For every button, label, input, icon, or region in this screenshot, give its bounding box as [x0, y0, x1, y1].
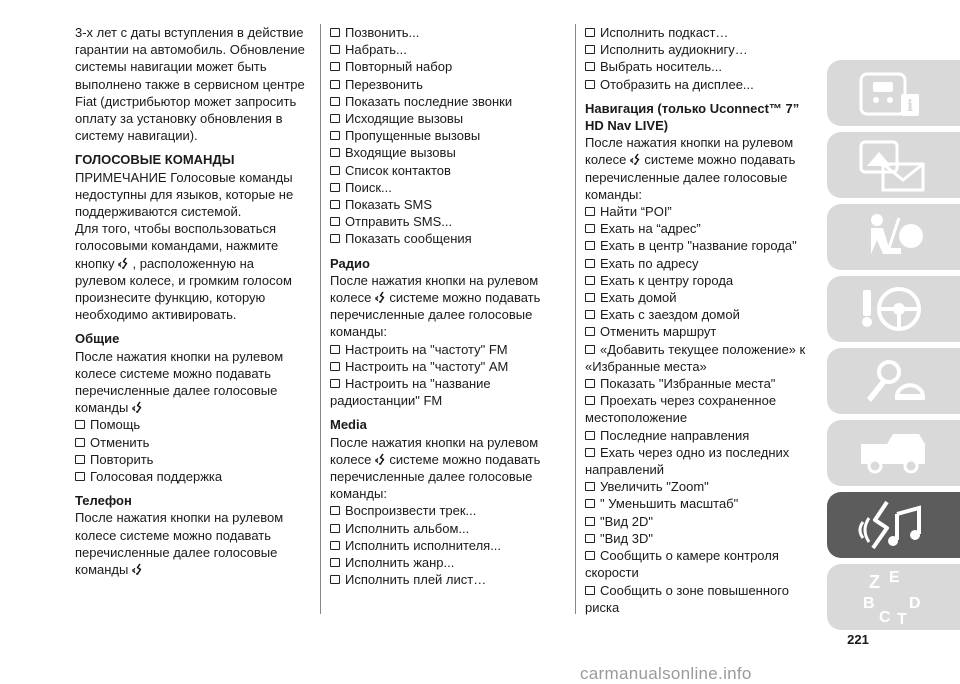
list-item-text: Воспроизвести трек... [345, 503, 477, 519]
list-item [585, 323, 820, 340]
text-fragment: колесе [330, 290, 372, 306]
checkbox-icon [585, 310, 595, 319]
list-item-text: Ехать через одно из последних [600, 444, 790, 460]
checkbox-icon [585, 482, 595, 491]
list-item-text: Ехать в центр "название города" [600, 238, 797, 254]
section-tabs [827, 60, 960, 636]
voice-command-icon [131, 401, 143, 414]
list-item-text: Ехать по адресу [600, 255, 699, 271]
list-item [330, 41, 565, 58]
list-item [330, 179, 565, 196]
note-line: поддерживаются системой. [75, 204, 242, 220]
text-fragment: системе можно подавать [389, 451, 541, 467]
list-item [585, 375, 820, 392]
checkbox-icon [330, 62, 340, 71]
list-item [330, 144, 565, 161]
checkbox-icon [585, 293, 595, 302]
list-item-text: Список контактов [345, 162, 451, 178]
column-3 [585, 24, 820, 616]
phone-line: После нажатия кнопки на рулевом [75, 510, 284, 526]
checkbox-icon [330, 97, 340, 106]
radio-line: перечисленные далее голосовые [330, 307, 533, 323]
media-line: После нажатия кнопки на рулевом [330, 434, 539, 450]
list-item [585, 427, 820, 444]
checkbox-icon [330, 166, 340, 175]
list-item [585, 478, 820, 495]
intro-line: оплату за установку обновления в [75, 111, 283, 127]
list-item-text: Ехать домой [600, 290, 677, 306]
list-item-text: " Уменьшить масштаб" [600, 496, 739, 512]
column-1 [75, 24, 307, 578]
checkbox-icon [330, 541, 340, 550]
list-item-continuation: риска [585, 599, 620, 615]
nav-line [585, 151, 820, 168]
list-item-text: Настроить на "название [345, 376, 491, 392]
general-line: После нажатия кнопки на рулевом [75, 348, 284, 364]
checkbox-icon [330, 131, 340, 140]
list-item-text: Набрать... [345, 42, 407, 58]
checkbox-icon [585, 80, 595, 89]
checkbox-icon [585, 534, 595, 543]
list-item-continuation: «Избранные места» [585, 358, 707, 374]
list-item [585, 272, 820, 289]
list-item [585, 495, 820, 512]
text-fragment: кнопку [75, 255, 115, 271]
list-item [330, 24, 565, 41]
voice-command-icon [374, 291, 386, 304]
list-item-text: Исполнить исполнителя... [345, 537, 502, 553]
checkbox-icon [585, 586, 595, 595]
list-item-text: Проехать через сохраненное [600, 393, 777, 409]
checkbox-icon [330, 28, 340, 37]
text-fragment: команды [75, 400, 129, 416]
phone-heading: Телефон [75, 493, 132, 509]
list-item-text: Ехать с заездом домой [600, 307, 740, 323]
column-divider [575, 24, 576, 614]
list-item [585, 392, 820, 409]
column-divider [320, 24, 321, 614]
radio-line: После нажатия кнопки на рулевом [330, 272, 539, 288]
list-item [585, 220, 820, 237]
list-item-text: Исполнить подкаст… [600, 25, 729, 40]
tab-safety[interactable] [827, 204, 960, 270]
list-item [585, 444, 820, 461]
svg-text:C: C [879, 609, 891, 626]
phone-line [75, 561, 307, 578]
intro-line: систему навигации). [75, 128, 198, 144]
checkbox-icon [585, 551, 595, 560]
list-item [330, 375, 565, 392]
tab-index[interactable] [827, 564, 960, 630]
voice-command-icon [629, 153, 641, 166]
start-drive-icon [827, 276, 960, 342]
checkbox-icon [585, 396, 595, 405]
list-item [585, 289, 820, 306]
checkbox-icon [330, 345, 340, 354]
voice-command-icon [131, 563, 143, 576]
checkbox-icon [585, 517, 595, 526]
voice-command-icon [117, 257, 129, 270]
checkbox-icon [585, 327, 595, 336]
emergency-icon [827, 348, 960, 414]
navigation-heading-cont: HD Nav LIVE) [585, 118, 669, 134]
svg-text:i: i [906, 96, 914, 115]
list-item-text: Исполнить аудиокнигу… [600, 42, 748, 58]
list-item-text: Отменить [90, 434, 150, 450]
list-item-text: Отправить SMS... [345, 214, 453, 230]
radio-line: команды: [330, 324, 387, 340]
checkbox-icon [330, 114, 340, 123]
note-line: голосовыми командами, нажмите [75, 238, 279, 254]
checkbox-icon [585, 241, 595, 250]
general-line: колесе системе можно подавать [75, 365, 271, 381]
list-item [330, 537, 565, 554]
tab-emergency[interactable] [827, 348, 960, 414]
svg-text:D: D [909, 595, 921, 612]
list-item [585, 58, 820, 75]
checkbox-icon [585, 379, 595, 388]
list-item-text: Голосовая поддержка [90, 469, 223, 485]
voice-commands-heading: ГОЛОСОВЫЕ КОМАНДЫ [75, 152, 235, 168]
text-fragment: , расположенную на [132, 255, 255, 271]
phone-line: перечисленные далее голосовые [75, 544, 278, 560]
note-line: недоступны для языков, которые не [75, 186, 294, 202]
list-item [330, 110, 565, 127]
warning-lights-icon [827, 132, 960, 198]
media-line: перечисленные далее голосовые [330, 469, 533, 485]
radio-line [330, 289, 565, 306]
text-fragment: колесе [585, 152, 627, 168]
checkbox-icon [330, 234, 340, 243]
svg-text:T: T [897, 611, 907, 628]
general-line: перечисленные далее голосовые [75, 383, 278, 399]
list-item-text: "Вид 2D" [600, 513, 653, 529]
checkbox-icon [75, 420, 85, 429]
checkbox-icon [330, 148, 340, 157]
list-item-text: Настроить на "частоту" FM [345, 341, 508, 357]
list-item-text: Показать последние звонки [345, 93, 513, 109]
checkbox-icon [75, 455, 85, 464]
checkbox-icon [330, 524, 340, 533]
list-item [330, 502, 565, 519]
list-item [585, 530, 820, 547]
checkbox-icon [330, 183, 340, 192]
list-item [330, 127, 565, 144]
list-item [585, 76, 820, 93]
list-item [330, 341, 565, 358]
checkbox-icon [330, 217, 340, 226]
intro-line: 3-х лет с даты вступления в действие [75, 25, 304, 40]
list-item-text: Исполнить жанр... [345, 555, 455, 571]
text-fragment: колесе [330, 451, 372, 467]
list-item [330, 520, 565, 537]
list-item [75, 451, 307, 468]
list-item-text: Последние направления [600, 427, 750, 443]
media-line: команды: [330, 486, 387, 502]
list-item-continuation: направлений [585, 462, 665, 478]
checkbox-icon [585, 62, 595, 71]
list-item-text: Повторный набор [345, 59, 453, 75]
multimedia-icon [827, 492, 960, 558]
list-item [585, 237, 820, 254]
list-item [585, 24, 820, 41]
list-item-text: Ехать к центру города [600, 272, 734, 288]
list-item [330, 58, 565, 75]
list-item [330, 76, 565, 93]
checkbox-icon [330, 379, 340, 388]
navigation-heading: Навигация (только Uconnect™ 7” [585, 100, 800, 116]
list-item-text: Отменить маршрут [600, 324, 717, 340]
note-line: ПРИМЕЧАНИЕ Голосовые команды [75, 169, 293, 185]
list-item-text: Входящие вызовы [345, 145, 456, 161]
checkbox-icon [585, 45, 595, 54]
checkbox-icon [585, 499, 595, 508]
list-item-text: Отобразить на дисплее... [600, 76, 754, 92]
list-item-text: Увеличить "Zoom" [600, 479, 709, 495]
checkbox-icon [585, 276, 595, 285]
phone-line: колесе системе можно подавать [75, 527, 271, 543]
list-item-text: "Вид 3D" [600, 530, 653, 546]
page-number: 221 [847, 632, 869, 647]
list-item [330, 162, 565, 179]
list-item-text: Найти “POI” [600, 204, 672, 220]
tab-start-drive[interactable] [827, 276, 960, 342]
checkbox-icon [75, 472, 85, 481]
checkbox-icon [330, 558, 340, 567]
list-item-text: Позвонить... [345, 25, 420, 40]
column-2 [330, 24, 565, 589]
list-item [75, 468, 307, 485]
list-item-text: Исходящие вызовы [345, 111, 464, 127]
list-item-text: Сообщить о камере контроля [600, 548, 779, 564]
list-item [585, 255, 820, 272]
checkbox-icon [75, 438, 85, 447]
list-item [330, 93, 565, 110]
list-item-text: Пропущенные вызовы [345, 128, 481, 144]
intro-line: Fiat (дистрибьютор может запросить [75, 93, 297, 109]
intro-line: системы навигации может быть [75, 59, 267, 75]
index-icon [827, 564, 960, 630]
list-item [585, 306, 820, 323]
svg-text:Z: Z [869, 572, 880, 592]
text-fragment: команды [75, 562, 129, 578]
safety-icon [827, 204, 960, 270]
list-item-continuation: радиостанции" FM [330, 393, 443, 409]
intro-line: выполнено также в сервисном центре [75, 76, 305, 92]
nav-line: команды: [585, 186, 642, 202]
list-item-text: Повторить [90, 451, 154, 467]
checkbox-icon [330, 45, 340, 54]
list-item [75, 434, 307, 451]
checkbox-icon [330, 506, 340, 515]
list-item [585, 547, 820, 564]
list-item-text: Настроить на "частоту" AM [345, 358, 509, 374]
checkbox-icon [585, 28, 595, 37]
tab-warning-lights[interactable] [827, 132, 960, 198]
list-item [585, 582, 820, 599]
checkbox-icon [585, 431, 595, 440]
list-item-text: Ехать на “адрес” [600, 221, 701, 237]
tab-maintenance[interactable] [827, 420, 960, 486]
list-item-text: Исполнить плей лист… [345, 572, 487, 588]
text-fragment: системе можно подавать [644, 152, 796, 168]
list-item [585, 41, 820, 58]
tab-multimedia[interactable] [827, 492, 960, 558]
list-item-text: Сообщить о зоне повышенного [600, 582, 789, 598]
checkbox-icon [585, 448, 595, 457]
general-line [75, 399, 307, 416]
checkbox-icon [330, 575, 340, 584]
car-info-icon [827, 60, 960, 126]
list-item-text: Показать SMS [345, 197, 433, 213]
list-item [330, 196, 565, 213]
media-line [330, 451, 565, 468]
note-line: рулевом колесе, и громким голосом [75, 272, 292, 288]
list-item [330, 230, 565, 247]
svg-text:B: B [863, 595, 875, 612]
list-item-text: Исполнить альбом... [345, 520, 470, 536]
list-item [330, 571, 565, 588]
media-heading: Media [330, 417, 367, 433]
intro-line: гарантии на автомобиль. Обновление [75, 42, 305, 58]
list-item [585, 513, 820, 530]
checkbox-icon [585, 259, 595, 268]
watermark: carmanualsonline.info [580, 664, 752, 683]
checkbox-icon [330, 362, 340, 371]
checkbox-icon [585, 207, 595, 216]
list-item [330, 213, 565, 230]
list-item [585, 203, 820, 220]
list-item [75, 416, 307, 433]
checkbox-icon [585, 345, 595, 354]
checkbox-icon [330, 80, 340, 89]
note-line: Для того, чтобы воспользоваться [75, 221, 277, 237]
list-item-text: Выбрать носитель... [600, 59, 722, 75]
note-line: необходимо активировать. [75, 307, 237, 323]
tab-car-info[interactable] [827, 60, 960, 126]
list-item-text: Показать "Избранные места" [600, 376, 776, 392]
list-item [330, 554, 565, 571]
voice-command-icon [374, 453, 386, 466]
text-fragment: системе можно подавать [389, 290, 541, 306]
checkbox-icon [330, 200, 340, 209]
list-item-text: Показать сообщения [345, 231, 472, 247]
note-line [75, 255, 307, 272]
checkbox-icon [585, 224, 595, 233]
svg-text:E: E [889, 569, 900, 586]
list-item [585, 341, 820, 358]
list-item-text: Перезвонить [345, 76, 423, 92]
general-heading: Общие [75, 331, 120, 347]
list-item-continuation: скорости [585, 565, 639, 581]
list-item [330, 358, 565, 375]
nav-line: После нажатия кнопки на рулевом [585, 135, 794, 151]
maintenance-icon [827, 420, 960, 486]
nav-line: перечисленные далее голосовые [585, 169, 788, 185]
list-item-text: Помощь [90, 417, 141, 433]
list-item-continuation: местоположение [585, 410, 688, 426]
note-line: произнесите функцию, которую [75, 290, 266, 306]
radio-heading: Радио [330, 255, 370, 271]
list-item-text: Поиск... [345, 179, 392, 195]
list-item-text: «Добавить текущее положение» к [600, 341, 806, 357]
